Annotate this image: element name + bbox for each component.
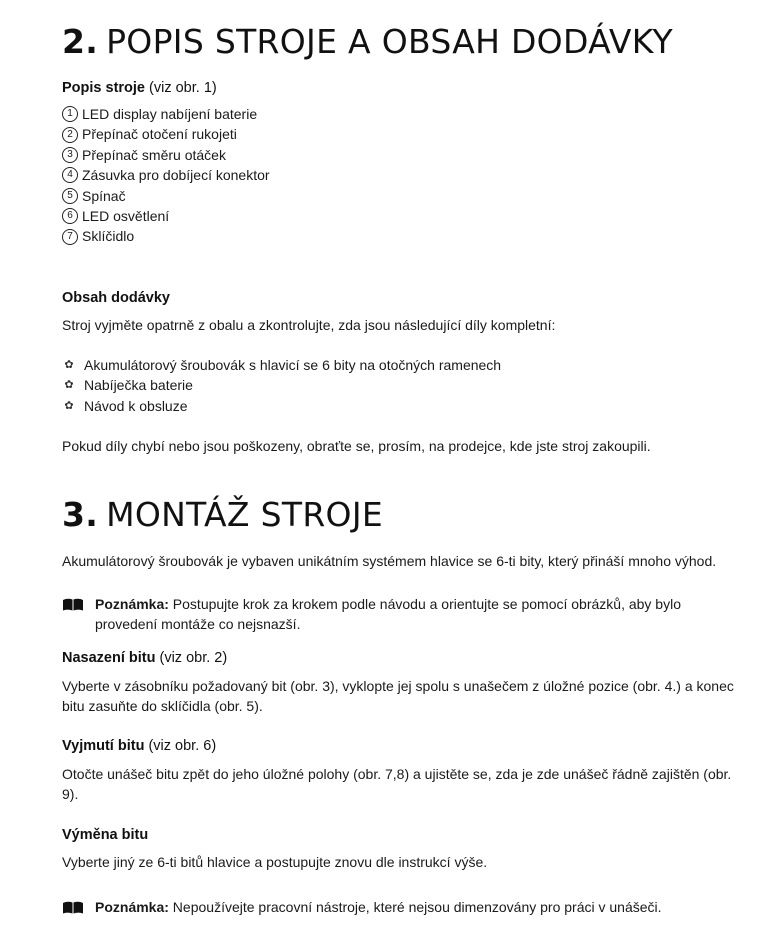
- part-item: [62, 165, 270, 185]
- assembly-intro: Akumulátorový šroubovák je vybaven unikátním systémem hlavice se 6-ti bity, který přináší mnoho výhod.: [62, 553, 717, 569]
- part-number-badge: 1: [62, 106, 78, 122]
- part-number-badge: 4: [62, 167, 78, 183]
- bit-insertion-ref: (viz obr. 2): [159, 650, 228, 666]
- part-item: [62, 186, 270, 206]
- section-3-number: 3.: [62, 495, 99, 534]
- section-2-title: [62, 22, 673, 61]
- note-2-body: Nepoužívejte pracovní nástroje, které nejsou dimenzovány pro práci v unášeči.: [168, 899, 662, 915]
- bit-removal-ref: (viz obr. 6): [148, 738, 217, 754]
- part-number-badge: 7: [62, 229, 78, 245]
- part-label: Sklíčidlo: [82, 228, 135, 245]
- part-label: Spínač: [82, 187, 126, 204]
- book-icon: [62, 900, 84, 914]
- note-2-text: [95, 897, 742, 917]
- book-icon: [62, 597, 84, 611]
- bit-insertion-heading: [62, 649, 227, 667]
- bit-insertion-text: Vyberte v zásobníku požadovaný bit (obr. 3), vyklopte jej spolu s unašečem z úložné pozice (obr. 4.) a konec bitu zasuňte do sklíčidla (obr. 5).: [62, 678, 734, 714]
- bit-change-heading: [62, 826, 148, 844]
- part-item: [62, 124, 270, 144]
- part-number-badge: 6: [62, 208, 78, 224]
- delivery-item-label: Akumulátorový šroubovák s hlavicí se 6 bity na otočných ramenech: [84, 357, 502, 373]
- delivery-item-label: Nabíječka baterie: [84, 377, 193, 394]
- note-1-label: Poznámka:: [95, 596, 169, 612]
- delivery-contents-list: [62, 355, 501, 416]
- part-label: LED display nabíjení baterie: [82, 106, 258, 122]
- part-number-badge: 2: [62, 127, 78, 143]
- note-2-label: Poznámka:: [95, 899, 169, 915]
- parts-list: [62, 104, 270, 247]
- delivery-contents-outro: Pokud díly chybí nebo jsou poškozeny, obraťte se, prosím, na prodejce, kde jste stroj zakoupili.: [62, 438, 651, 454]
- part-label: LED osvětlení: [82, 208, 170, 225]
- bit-removal-heading-text: Vyjmutí bitu: [62, 738, 145, 754]
- part-item: [62, 226, 270, 246]
- flower-bullet-icon: ✿: [64, 379, 74, 392]
- delivery-contents-intro: Stroj vyjměte opatrně z obalu a zkontrolujte, zda jsou následující díly kompletní:: [62, 317, 556, 333]
- bit-insertion-heading-text: Nasazení bitu: [62, 650, 156, 666]
- part-number-badge: 3: [62, 147, 78, 163]
- delivery-contents-heading-text: Obsah dodávky: [62, 290, 170, 306]
- machine-description-heading: [62, 79, 217, 97]
- part-item: [62, 145, 270, 165]
- machine-description-ref: (viz obr. 1): [149, 80, 217, 96]
- part-item: [62, 206, 270, 226]
- bit-removal-heading: [62, 737, 216, 755]
- section-2-title-text: POPIS STROJE A OBSAH DODÁVKY: [106, 22, 673, 61]
- delivery-item-label: Návod k obsluze: [84, 397, 188, 414]
- bit-removal-text: Otočte unášeč bitu zpět do jeho úložné polohy (obr. 7,8) a ujistěte se, zda je zde unášeč řádně zajištěn (obr. 9).: [62, 766, 732, 802]
- note-1: [62, 594, 742, 634]
- note-1-text: [95, 594, 742, 634]
- delivery-contents-heading: [62, 289, 170, 307]
- note-2: [62, 897, 742, 917]
- part-number-badge: 5: [62, 188, 78, 204]
- note-1-body: Postupujte krok za krokem podle návodu a orientujte se pomocí obrázků, aby bylo provedení montáže co nejsnazší.: [95, 596, 681, 632]
- part-label: Přepínač směru otáček: [82, 146, 226, 163]
- bit-change-heading-text: Výměna bitu: [62, 827, 149, 843]
- delivery-item: [62, 396, 501, 416]
- section-3-title-text: MONTÁŽ STROJE: [106, 495, 384, 534]
- machine-description-heading-text: Popis stroje: [62, 80, 145, 96]
- part-label: Zásuvka pro dobíjecí konektor: [82, 167, 270, 184]
- section-2-number: 2.: [62, 22, 99, 61]
- delivery-item: [62, 355, 501, 375]
- delivery-item: [62, 375, 501, 395]
- flower-bullet-icon: ✿: [64, 399, 74, 412]
- section-3-title: [62, 495, 384, 534]
- flower-bullet-icon: ✿: [64, 359, 74, 371]
- bit-change-text: Vyberte jiný ze 6-ti bitů hlavice a postupujte znovu dle instrukcí výše.: [62, 854, 488, 870]
- part-item: [62, 104, 270, 124]
- part-label: Přepínač otočení rukojeti: [82, 126, 237, 143]
